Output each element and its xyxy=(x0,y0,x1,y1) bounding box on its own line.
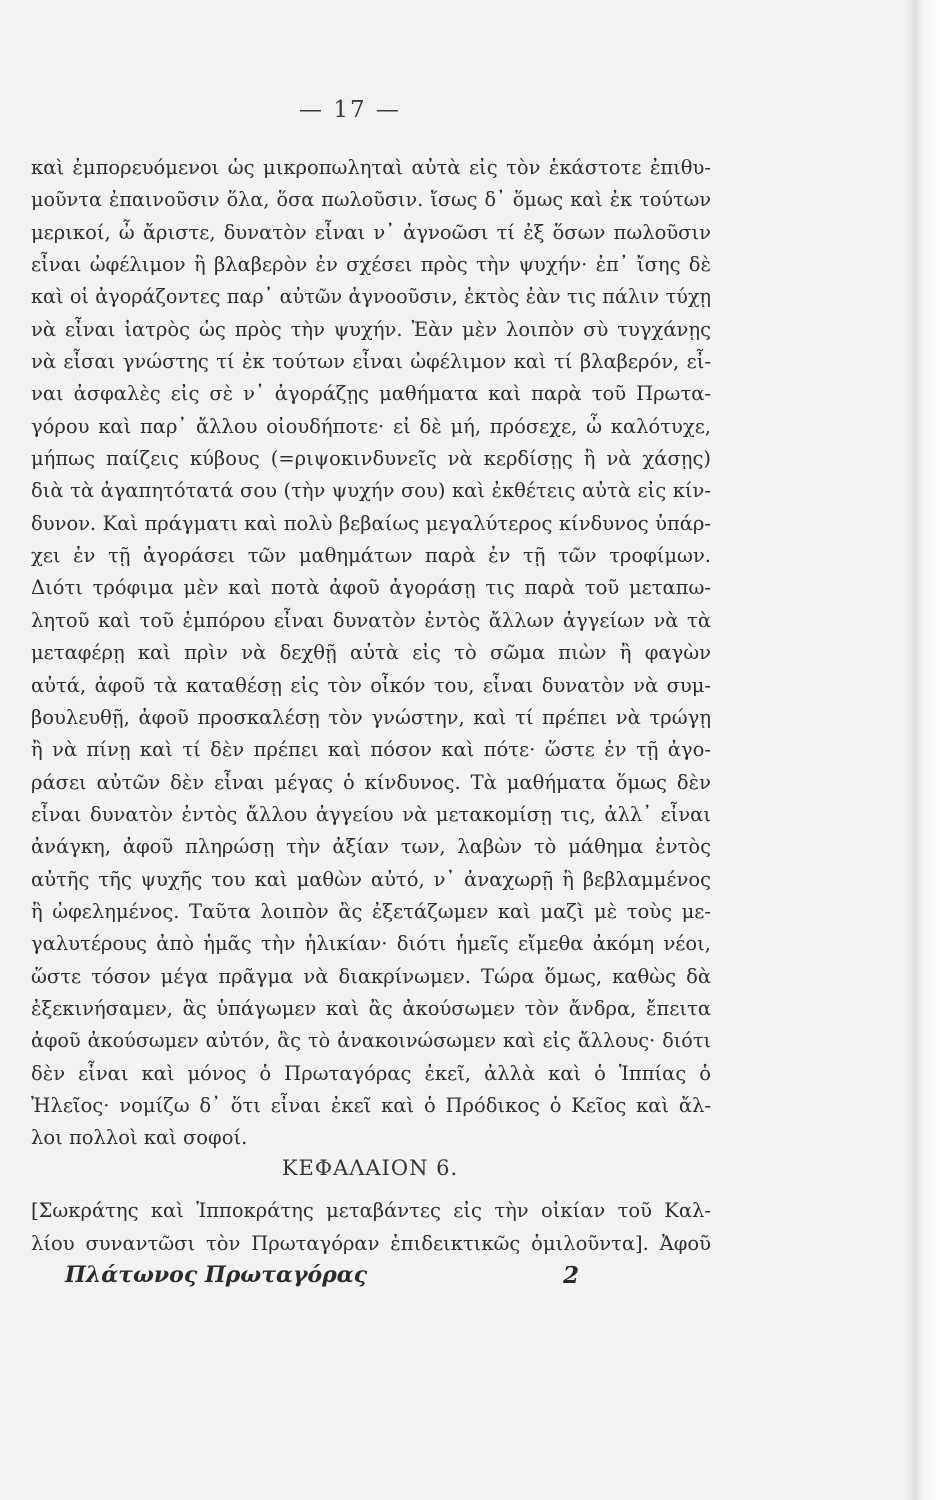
summary-line: λίου συναντῶσι τὸν Πρωταγόραν ἐπιδεικτικῶς ὁμιλοῦντα]. Ἀφοῦ xyxy=(31,1232,711,1255)
text-line: διὰ τὰ ἀγαπητότατά σου (τὴν ψυχήν σου) καὶ ἐκθέτεις αὐτὰ εἰς κίν- xyxy=(31,479,711,503)
text-line: γόρου καὶ παρ᾽ ἄλλου οἰουδήποτε· εἰ δὲ μή, πρόσεχε, ὦ καλότυχε, xyxy=(31,414,711,438)
page-number: — 17 — xyxy=(299,97,401,123)
text-line: γαλυτέρους ἀπὸ ἡμᾶς τὴν ἡλικίαν· διότι ἡμεῖς εἴμεθα ἀκόμη νέοι, xyxy=(31,932,711,956)
text-line: ἐξεκινήσαμεν, ἂς ὑπάγωμεν καὶ ἂς ἀκούσωμεν τὸν ἄνδρα, ἔπειτα xyxy=(31,996,711,1020)
text-line: ἀνάγκη, ἀφοῦ πληρώσῃ τὴν ἀξίαν των, λαβὼν τὸ μάθημα ἐντὸς xyxy=(31,835,711,859)
text-line: ὥστε τόσον μέγα πρᾶγμα νὰ διακρίνωμεν. Τώρα ὅμως, καθὼς δὰ xyxy=(31,964,711,988)
text-line: ἢ νὰ πίνῃ καὶ τί δὲν πρέπει καὶ πόσον καὶ πότε· ὥστε ἐν τῇ ἀγο- xyxy=(31,738,711,762)
text-line: αὐτά, ἀφοῦ τὰ καταθέσῃ εἰς τὸν οἶκόν του, εἶναι δυνατὸν νὰ συμ- xyxy=(31,673,711,697)
text-line: λητοῦ καὶ τοῦ ἐμπόρου εἶναι δυνατὸν ἐντὸς ἄλλων ἀγγείων νὰ τὰ xyxy=(31,608,711,632)
signature-mark: 2 xyxy=(563,1262,580,1289)
text-line: μερικοί, ὦ ἄριστε, δυνατὸν εἶναι ν᾽ ἀγνοῶσι τί ἐξ ὅσων πωλοῦσιν xyxy=(31,220,711,244)
text-line: χει ἐν τῇ ἀγοράσει τῶν μαθημάτων παρὰ ἐν τῇ τῶν τροφίμων. xyxy=(31,544,711,568)
text-line: μεταφέρῃ καὶ πρὶν νὰ δεχθῇ αὐτὰ εἰς τὸ σῶμα πιὼν ἢ φαγὼν xyxy=(31,641,711,665)
text-line: Διότι τρόφιμα μὲν καὶ ποτὰ ἀφοῦ ἀγοράσῃ τις παρὰ τοῦ μεταπω- xyxy=(31,576,711,600)
text-line: νὰ εἶσαι γνώστης τί ἐκ τούτων εἶναι ὠφέλιμον καὶ τί βλαβερόν, εἶ- xyxy=(31,350,711,374)
text-line: εἶναι δυνατὸν ἐντὸς ἄλλου ἀγγείου νὰ μετακομίσῃ τις, ἀλλ᾽ εἶναι xyxy=(31,802,711,826)
chapter-heading: ΚΕΦΑΛΑΙΟΝ 6. xyxy=(281,1156,459,1180)
text-line: εἶναι ὠφέλιμον ἢ βλαβερὸν ἐν σχέσει πρὸς τὴν ψυχήν· ἐπ᾽ ἴσης δὲ xyxy=(31,253,711,277)
page-footer xyxy=(65,1262,625,1296)
text-line: καὶ οἱ ἀγοράζοντες παρ᾽ αὐτῶν ἀγνοοῦσιν, ἐκτὸς ἐὰν τις πάλιν τύχῃ xyxy=(31,285,711,309)
chapter-summary xyxy=(31,1194,711,1260)
body-text xyxy=(31,152,711,1155)
text-line: νὰ εἶναι ἰατρὸς ὡς πρὸς τὴν ψυχήν. Ἐὰν μὲν λοιπὸν σὺ τυγχάνῃς xyxy=(31,317,711,341)
page-edge xyxy=(914,0,940,1500)
text-line: ναι ἀσφαλὲς εἰς σὲ ν᾽ ἀγοράζῃς μαθήματα καὶ παρὰ τοῦ Πρωτα- xyxy=(31,382,711,406)
summary-line: [Σωκράτης καὶ Ἱπποκράτης μεταβάντες εἰς τὴν οἰκίαν τοῦ Καλ- xyxy=(31,1199,711,1222)
running-book-title: Πλάτωνος Πρωταγόρας xyxy=(65,1262,368,1288)
text-line: ἀφοῦ ἀκούσωμεν αὐτόν, ἂς τὸ ἀνακοινώσωμεν καὶ εἰς ἄλλους· διότι xyxy=(31,1029,711,1053)
text-line: βουλευθῇ, ἀφοῦ προσκαλέσῃ τὸν γνώστην, καὶ τί πρέπει νὰ τρώγῃ xyxy=(31,705,711,729)
text-line: Ἠλεῖος· νομίζω δ᾽ ὅτι εἶναι ἐκεῖ καὶ ὁ Πρόδικος ὁ Κεῖος καὶ ἄλ- xyxy=(31,1093,711,1117)
text-line: ράσει αὐτῶν δὲν εἶναι μέγας ὁ κίνδυνος. Τὰ μαθήματα ὅμως δὲν xyxy=(31,770,711,794)
text-line: δὲν εἶναι καὶ μόνος ὁ Πρωταγόρας ἐκεῖ, ἀλλὰ καὶ ὁ Ἱππίας ὁ xyxy=(31,1061,711,1085)
text-line: δυνον. Καὶ πράγματι καὶ πολὺ βεβαίως μεγαλύτερος κίνδυνος ὑπάρ- xyxy=(31,511,711,535)
text-line: λοι πολλοὶ καὶ σοφοί. xyxy=(31,1126,248,1150)
text-line: μήπως παίζεις κύβους (=ριψοκινδυνεῖς νὰ κερδίσῃς ἢ νὰ χάσῃς) xyxy=(31,447,711,471)
text-line: αὐτῆς τῆς ψυχῆς του καὶ μαθὼν αὐτό, ν᾽ ἀναχωρῇ ἢ βεβλαμμένος xyxy=(31,867,711,891)
text-line: καὶ ἐμπορευόμενοι ὡς μικροπωληταὶ αὐτὰ εἰς τὸν ἑκάστοτε ἐπιθυ- xyxy=(31,156,711,179)
text-line: ἢ ὠφελημένος. Ταῦτα λοιπὸν ἂς ἐξετάζωμεν καὶ μαζὶ μὲ τοὺς με- xyxy=(31,899,711,923)
text-line: μοῦντα ἐπαινοῦσιν ὅλα, ὅσα πωλοῦσιν. ἴσως δ᾽ ὅμως καὶ ἐκ τούτων xyxy=(31,188,711,212)
